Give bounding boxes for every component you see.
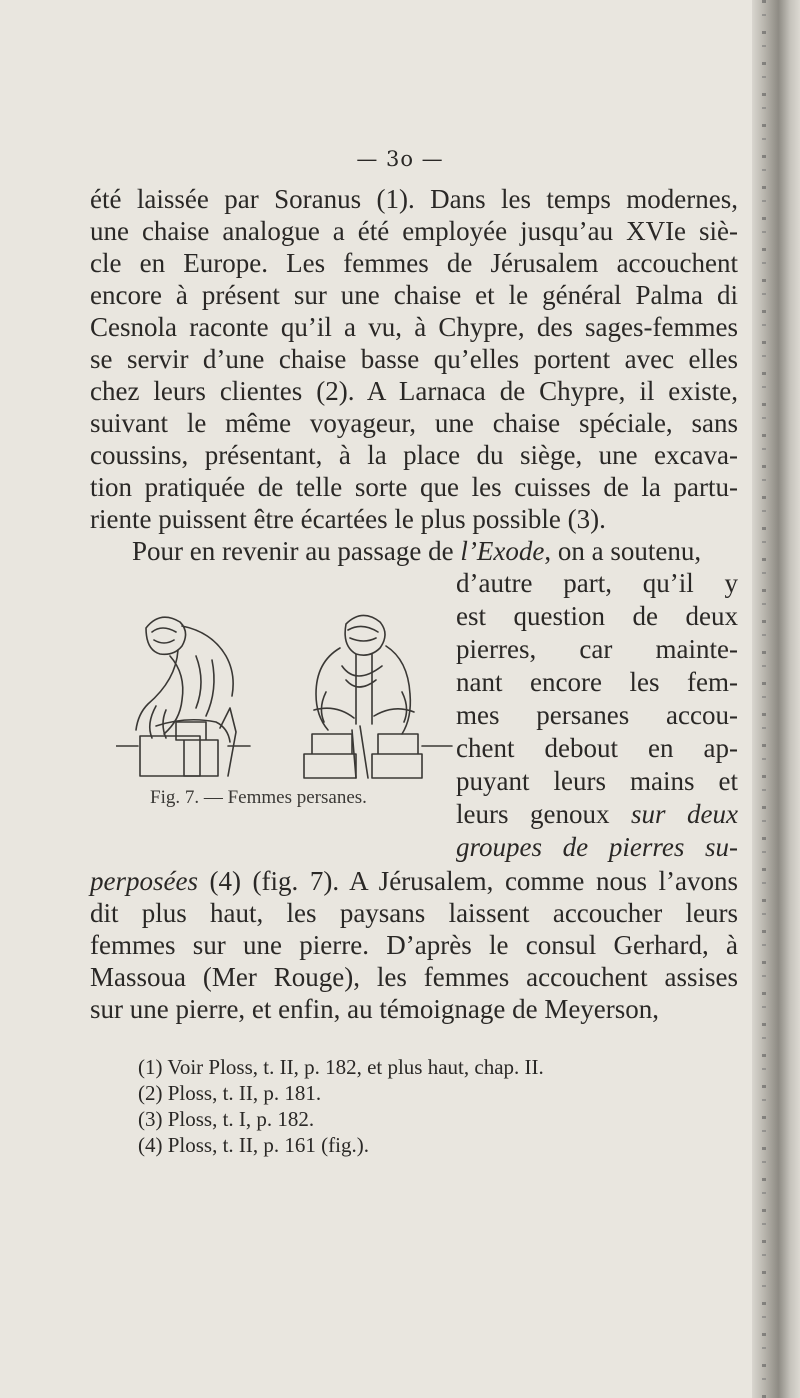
footnote: (2) Ploss, t. II, p. 181. [138,1081,322,1105]
text-line: une chaise analogue a été employée jusqu’au XVIe siè- [90,216,738,246]
text-line: encore à présent sur une chaise et le général Palma di [90,280,738,310]
text-line: tion pratiquée de telle sorte que les cuisses de la partu- [90,472,738,502]
wrap-line: d’autre part, qu’il y [456,568,738,598]
footnote: (3) Ploss, t. I, p. 182. [138,1107,315,1131]
footnote: (4) Ploss, t. II, p. 161 (fig.). [138,1133,369,1157]
text-line: femmes sur une pierre. D’après le consul Gerhard, à [90,930,738,960]
text-line: coussins, présentant, à la place du siège, une excava- [90,440,738,470]
page-binding-edge [752,0,800,1398]
wrap-line: mes persanes accou- [456,700,738,730]
wrap-line: chent debout en ap- [456,733,738,763]
wrap-line: leurs genoux sur deux [456,799,738,829]
wrap-line: est question de deux [456,601,738,631]
text-line: été laissée par Soranus (1). Dans les temps modernes, [90,184,738,214]
text-line: se servir d’une chaise basse qu’elles portent avec elles [90,344,738,374]
wrap-line: puyant leurs mains et [456,766,738,796]
text-line: sur une pierre, et enfin, au témoignage de Meyerson, [90,994,660,1024]
wrap-line: pierres, car mainte- [456,634,738,664]
wrap-line: nant encore les fem- [456,667,738,697]
text-line: cle en Europe. Les femmes de Jérusalem accouchent [90,248,738,278]
figure-persian-women-illustration [116,606,456,782]
text-line: Cesnola raconte qu’il a vu, à Chypre, des sages-femmes [90,312,738,342]
text-line: riente puissent être écartées le plus possible (3). [90,504,606,534]
paragraph-start: Pour en revenir au passage de l’Exode, on a soutenu, [132,536,702,566]
text-line: Massoua (Mer Rouge), les femmes accouchent assises [90,962,738,992]
wrap-line-italic: groupes de pierres su- [456,832,738,862]
figure-caption: Fig. 7. — Femmes persanes. [150,787,367,808]
text-line: dit plus haut, les paysans laissent accoucher leurs [90,898,738,928]
italic-exode: l’Exode [460,536,545,566]
page-number: — 3o — [356,147,444,171]
footnote: (1) Voir Ploss, t. II, p. 182, et plus haut, chap. II. [138,1055,544,1079]
text-line: chez leurs clientes (2). A Larnaca de Chypre, il existe, [90,376,738,406]
text-line: suivant le même voyageur, une chaise spéciale, sans [90,408,738,438]
text-line: perposées (4) (fig. 7). A Jérusalem, comme nous l’avons [90,866,738,896]
